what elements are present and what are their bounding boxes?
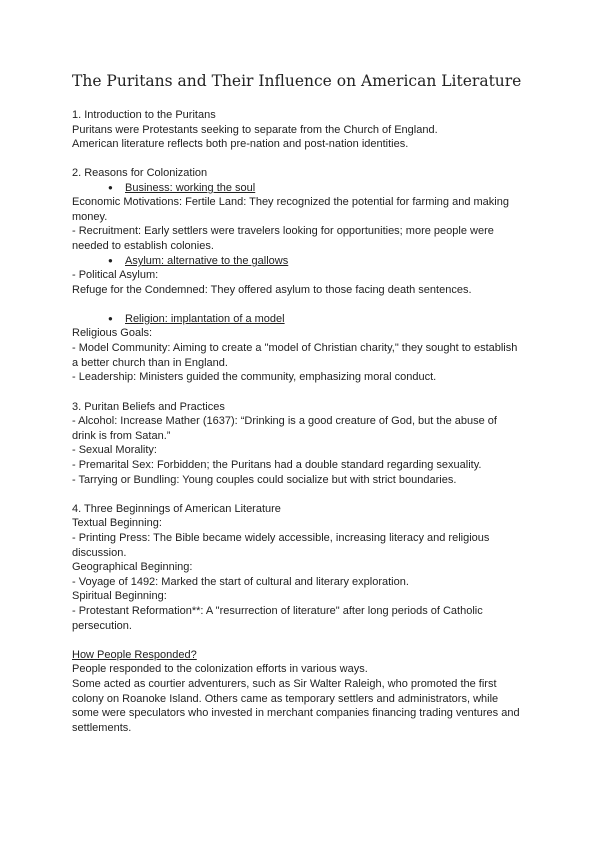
paragraph-line: Spiritual Beginning:	[72, 590, 167, 602]
paragraph-line: Textual Beginning:	[72, 517, 162, 529]
paragraph-line: - Leadership: Ministers guided the community, emphasizing moral conduct.	[72, 371, 437, 383]
paragraph-line: Geographical Beginning:	[72, 561, 193, 573]
paragraph-line: - Printing Press: The Bible became widely accessible, increasing literacy and religious	[72, 532, 490, 544]
bullet-item	[108, 312, 285, 326]
section-heading: 2. Reasons for Colonization	[72, 167, 208, 179]
paragraph-line: People responded to the colonization efforts in various ways.	[72, 663, 368, 675]
section-heading: 3. Puritan Beliefs and Practices	[72, 401, 225, 413]
paragraph-line: a better church than in England.	[72, 357, 228, 369]
paragraph-line: - Voyage of 1492: Marked the start of cultural and literary exploration.	[72, 576, 409, 588]
bullet-heading: Business: working the soul	[125, 182, 256, 194]
bullet-heading: Religion: implantation of a model	[125, 313, 285, 325]
paragraph-line: discussion.	[72, 547, 127, 559]
paragraph-line: persecution.	[72, 620, 132, 632]
section-heading: How People Responded?	[72, 649, 197, 661]
paragraph-line: colony on Roanoke Island. Others came as temporary settlers and administrators, while	[72, 693, 499, 705]
paragraph-line: Religious Goals:	[72, 327, 153, 339]
bullet-item	[108, 254, 288, 268]
paragraph-line: drink is from Satan.”	[72, 430, 171, 442]
section-heading: 4. Three Beginnings of American Literature	[72, 503, 281, 515]
paragraph-line: Puritans were Protestants seeking to separate from the Church of England.	[72, 124, 438, 136]
document-title: The Puritans and Their Influence on American Literature	[72, 72, 522, 90]
paragraph-line: - Model Community: Aiming to create a "model of Christian charity," they sought to establish	[72, 342, 518, 354]
paragraph-line: - Recruitment: Early settlers were travelers looking for opportunities; more people were	[72, 225, 494, 237]
paragraph-line: - Protestant Reformation**: A "resurrection of literature" after long periods of Catholic	[72, 605, 483, 617]
section-heading: 1. Introduction to the Puritans	[72, 109, 216, 121]
paragraph-line: settlements.	[72, 722, 132, 734]
paragraph-line: money.	[72, 211, 108, 223]
bullet-icon: ●	[108, 183, 113, 192]
paragraph-line: - Premarital Sex: Forbidden; the Puritans had a double standard regarding sexuality.	[72, 459, 482, 471]
paragraph-line: American literature reflects both pre-nation and post-nation identities.	[72, 138, 409, 150]
paragraph-line: needed to establish colonies.	[72, 240, 214, 252]
bullet-icon: ●	[108, 314, 113, 323]
paragraph-line: - Tarrying or Bundling: Young couples could socialize but with strict boundaries.	[72, 474, 457, 486]
paragraph-line: Economic Motivations: Fertile Land: They recognized the potential for farming and making	[72, 196, 509, 208]
paragraph-line: Some acted as courtier adventurers, such as Sir Walter Raleigh, who promoted the first	[72, 678, 497, 690]
paragraph-line: some were speculators who invested in merchant companies financing trading ventures and	[72, 707, 520, 719]
paragraph-line: Refuge for the Condemned: They offered asylum to those facing death sentences.	[72, 284, 472, 296]
paragraph-line: - Political Asylum:	[72, 269, 159, 281]
bullet-item	[108, 181, 255, 195]
paragraph-line: - Alcohol: Increase Mather (1637): “Drinking is a good creature of God, but the abuse of	[72, 415, 497, 427]
paragraph-line: - Sexual Morality:	[72, 444, 157, 456]
bullet-icon: ●	[108, 256, 113, 265]
bullet-heading: Asylum: alternative to the gallows	[125, 255, 289, 267]
